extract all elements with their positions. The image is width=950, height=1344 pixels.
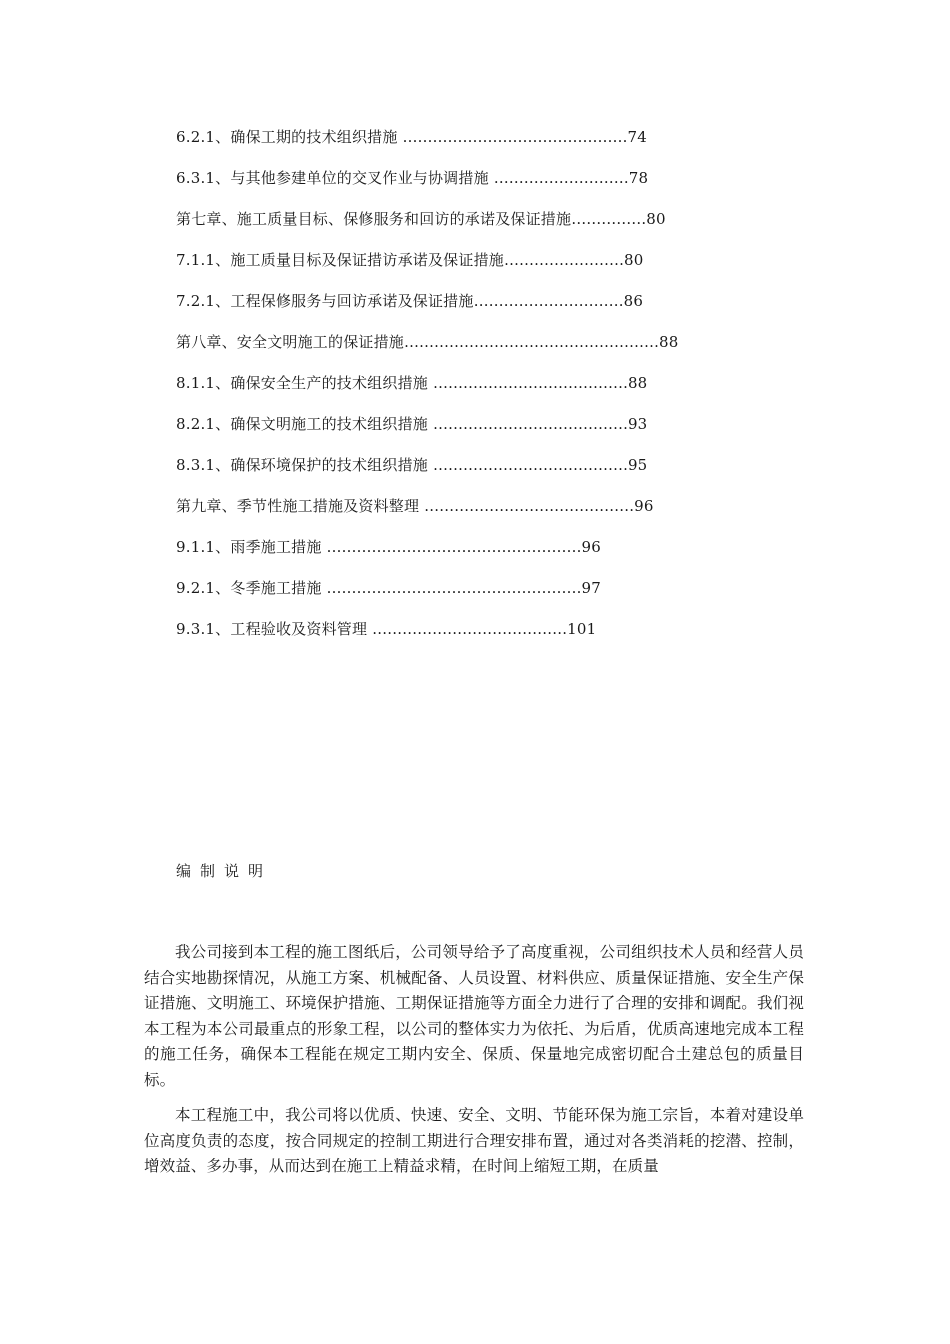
- toc-entry-title: 7.1.1、施工质量目标及保证措访承诺及保证措施: [176, 251, 504, 269]
- toc-leader-dots: ……………………………………: [424, 497, 635, 515]
- toc-entry[interactable]: [176, 452, 736, 493]
- toc-page-number: 86: [623, 292, 644, 310]
- toc-leader-dots: ………………………: [493, 169, 629, 187]
- toc-leader-dots: …………………………………: [372, 620, 568, 638]
- toc-leader-dots: …………………………………: [432, 415, 628, 433]
- toc-entry[interactable]: [176, 165, 736, 206]
- table-of-contents: [176, 124, 736, 657]
- toc-entry[interactable]: [176, 370, 736, 411]
- toc-page-number: 80: [646, 210, 666, 228]
- toc-page-number: 78: [628, 169, 649, 187]
- toc-entry[interactable]: [176, 288, 736, 329]
- toc-entry-title: 7.2.1、工程保修服务与回访承诺及保证措施: [176, 292, 474, 310]
- toc-page-number: 96: [581, 538, 602, 556]
- toc-leader-dots: ……………: [571, 210, 647, 228]
- paragraph: 我公司接到本工程的施工图纸后，公司领导给予了高度重视，公司组织技术人员和经营人员结合实地勘探情况，从施工方案、机械配备、人员设置、材料供应、质量保证措施、安全生产保证措施、文明施工、环境保护措施、工期保证措施等方面全力进行了合理的安排和调配。我们视本工程为本公司最重点的形象工程，以公司的整体实力为依托、为后盾，优质高速地完成本工程的施工任务，确保本工程能在规定工期内安全、保质、保量地完成密切配合土建总包的质量目标。: [144, 943, 804, 1089]
- toc-entry[interactable]: [176, 534, 736, 575]
- toc-entry-title: 6.3.1、与其他参建单位的交叉作业与协调措施: [176, 169, 494, 187]
- toc-leader-dots: ……………………………………………: [326, 579, 582, 597]
- toc-entry-title: 第七章、施工质量目标、保修服务和回访的承诺及保证措施: [176, 210, 572, 228]
- toc-page-number: 97: [581, 579, 602, 597]
- toc-entry-title: 第八章、安全文明施工的保证措施: [176, 333, 405, 351]
- toc-entry[interactable]: [176, 206, 736, 247]
- toc-entry-title: 9.2.1、冬季施工措施: [176, 579, 327, 597]
- toc-leader-dots: ……………………………………………: [326, 538, 582, 556]
- paragraph: 本工程施工中，我公司将以优质、快速、安全、文明、节能环保为施工宗旨，本着对建设单位高度负责的态度，按合同规定的控制工期进行合理安排布置，通过对各类消耗的挖潜、控制，增效益、多办事，从而达到在施工上精益求精，在时间上缩短工期，在质量: [144, 1106, 804, 1175]
- toc-entry[interactable]: [176, 329, 736, 370]
- toc-entry-title: 第九章、季节性施工措施及资料整理: [176, 497, 425, 515]
- toc-entry-title: 9.1.1、雨季施工措施: [176, 538, 327, 556]
- toc-leader-dots: …………………………: [473, 292, 624, 310]
- toc-page-number: 93: [627, 415, 648, 433]
- toc-entry-title: 9.3.1、工程验收及资料管理: [176, 620, 373, 638]
- toc-entry-title: 8.3.1、确保环境保护的技术组织措施: [176, 456, 433, 474]
- toc-entry[interactable]: [176, 124, 736, 165]
- toc-leader-dots: ………………………………………: [402, 128, 628, 146]
- toc-entry[interactable]: [176, 493, 736, 534]
- toc-page-number: 80: [623, 251, 644, 269]
- toc-page-number: 88: [659, 333, 679, 351]
- toc-entry-title: 8.1.1、确保安全生产的技术组织措施: [176, 374, 433, 392]
- toc-entry[interactable]: [176, 411, 736, 452]
- toc-entry[interactable]: [176, 575, 736, 616]
- toc-page-number: 95: [627, 456, 648, 474]
- toc-entry[interactable]: [176, 247, 736, 288]
- toc-leader-dots: ……………………………………………: [404, 333, 660, 351]
- toc-page-number: 88: [627, 374, 648, 392]
- toc-leader-dots: …………………………………: [432, 374, 628, 392]
- section-heading: 编制说明: [176, 862, 273, 880]
- toc-leader-dots: …………………………………: [432, 456, 628, 474]
- toc-entry-title: 8.2.1、确保文明施工的技术组织措施: [176, 415, 433, 433]
- toc-entry[interactable]: [176, 616, 736, 657]
- toc-page-number: 101: [567, 620, 597, 638]
- toc-leader-dots: ……………………: [503, 251, 624, 269]
- toc-entry-title: 6.2.1、确保工期的技术组织措施: [176, 128, 403, 146]
- toc-page-number: 96: [634, 497, 654, 515]
- toc-page-number: 74: [627, 128, 648, 146]
- body-text: [144, 940, 804, 1190]
